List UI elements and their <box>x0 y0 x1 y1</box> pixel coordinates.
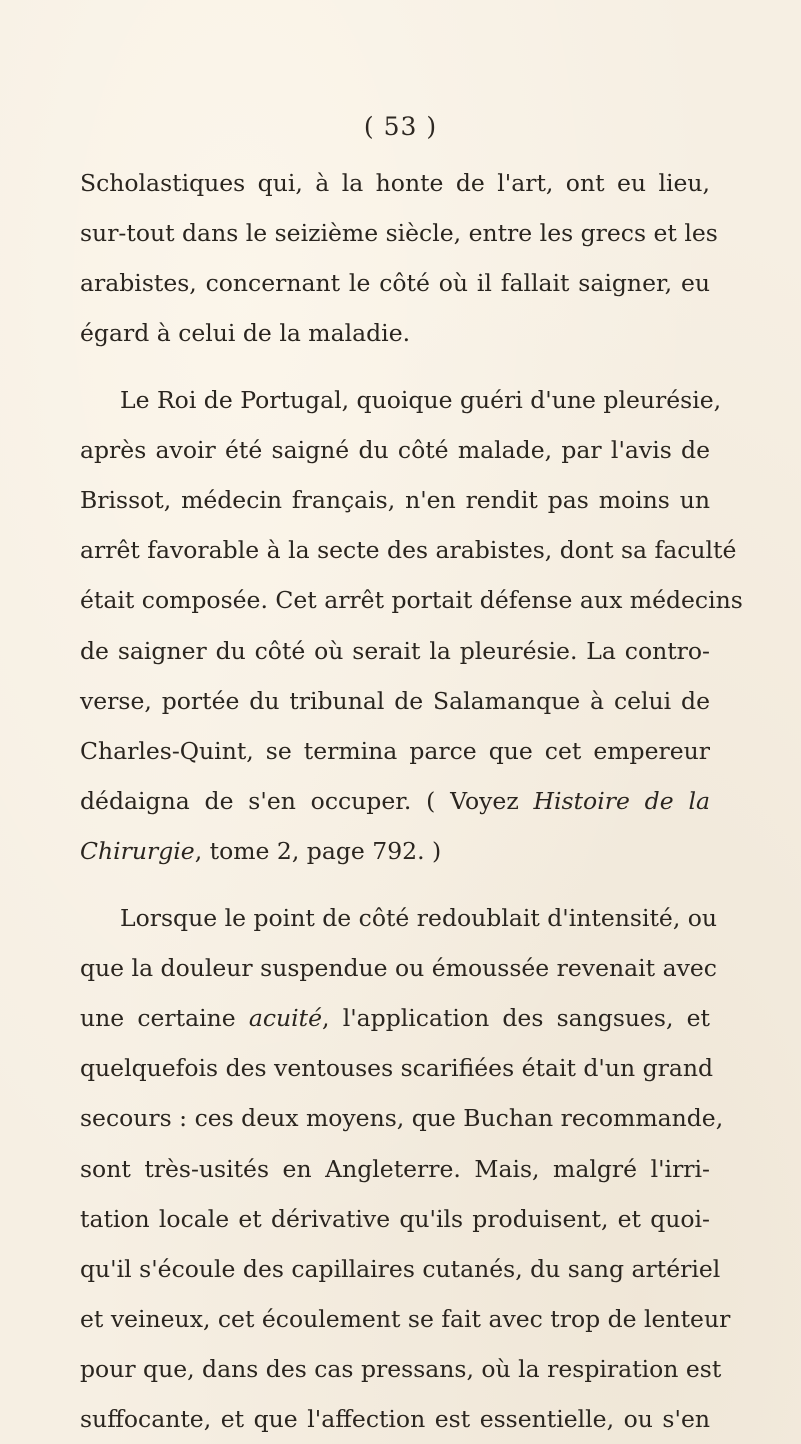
citation-title-italic: Histoire de la <box>533 787 710 815</box>
text-line: sont très-usités en Angleterre. Mais, malgré l'irri- <box>80 1155 710 1183</box>
text-line: arrêt favorable à la secte des arabistes, dont sa faculté <box>80 536 737 564</box>
text-line: égard à celui de la maladie. <box>80 319 411 347</box>
text-line: verse, portée du tribunal de Salamanque à celui de <box>80 687 710 715</box>
text-line: pour que, dans des cas pressans, où la respiration est <box>80 1355 722 1383</box>
text-line: Scholastiques qui, à la honte de l'art, ont eu lieu, <box>80 169 710 197</box>
text-line: et veineux, cet écoulement se fait avec trop de lenteur <box>80 1305 731 1333</box>
text-line: après avoir été saigné du côté malade, par l'avis de <box>80 436 710 464</box>
text-line <box>80 836 710 866</box>
text-line: Brissot, médecin français, n'en rendit pas moins un <box>80 486 710 514</box>
text-line: Lorsque le point de côté redoublait d'intensité, ou <box>120 904 718 932</box>
emphasized-word: acuité <box>248 1004 323 1032</box>
text-line: arabistes, concernant le côté où il fallait saigner, eu <box>80 269 710 297</box>
citation-title-italic-cont: Chirurgie <box>80 837 195 865</box>
text-span: une certaine <box>80 1004 236 1032</box>
text-line: Charles-Quint, se termina parce que cet empereur <box>80 737 710 765</box>
text-line: tation locale et dérivative qu'ils produisent, et quoi- <box>80 1205 710 1233</box>
text-line: quelquefois des ventouses scarifiées était d'un grand <box>80 1054 714 1082</box>
text-line: Le Roi de Portugal, quoique guéri d'une pleurésie, <box>120 386 722 414</box>
text-line: sur-tout dans le seizième siècle, entre les grecs et les <box>80 219 718 247</box>
page-number: ( 53 ) <box>363 112 438 141</box>
text-line <box>80 786 710 816</box>
text-line: secours : ces deux moyens, que Buchan recommande, <box>80 1104 724 1132</box>
text-line: de saigner du côté où serait la pleurésie. La contro- <box>80 637 710 665</box>
text-span: dédaigna de s'en occuper. ( Voyez <box>80 787 519 815</box>
text-line <box>80 1003 710 1033</box>
text-span: , l'application des sangsues, et <box>322 1004 710 1032</box>
text-line: suffocante, et que l'affection est essentielle, ou s'en <box>80 1405 710 1433</box>
text-line: que la douleur suspendue ou émoussée revenait avec <box>80 954 717 982</box>
text-line: était composée. Cet arrêt portait défense aux médecins <box>80 586 743 614</box>
citation-ref: , tome 2, page 792. ) <box>194 837 442 865</box>
text-line: qu'il s'écoule des capillaires cutanés, du sang artériel <box>80 1255 721 1283</box>
